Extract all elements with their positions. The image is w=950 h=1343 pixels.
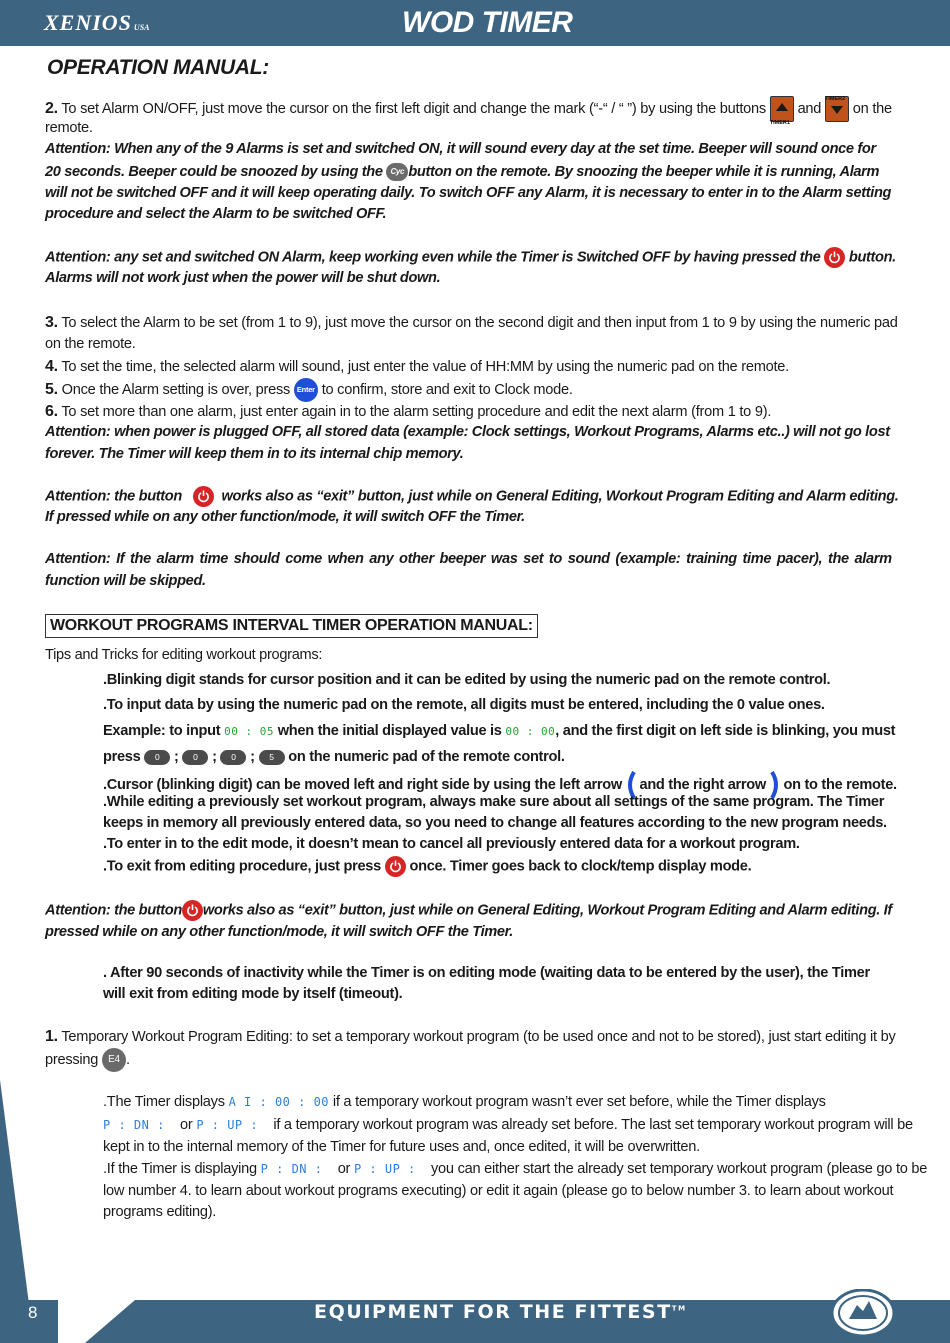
attention-4-line2: If pressed while on any other function/mode, it will switch OFF the Timer. — [45, 509, 525, 525]
brand-logo: XENIOS USA — [44, 10, 150, 35]
lcd-p-up-display: P : UP : — [196, 1118, 259, 1132]
tip-exit-editing: .To exit from editing procedure, just press once. Timer goes back to clock/temp display mode. — [103, 856, 751, 878]
tip-edit-mode: .To enter in to the edit mode, it doesn’t mean to cancel all previously entered data for a workout program. — [103, 836, 800, 852]
step-6: 6. To set more than one alarm, just enter again in to the alarm setting procedure and edit the next alarm (from 1 to 9). — [45, 403, 772, 420]
timeout-line1: . After 90 seconds of inactivity while the Timer is on editing mode (waiting data to be entered by the user), the Timer — [103, 965, 870, 981]
display-line5: low number 4. to learn about workout programs executing) or edit it again (please go to below number 3. to learn about workout — [103, 1183, 894, 1199]
tip-blinking-digit: .Blinking digit stands for cursor position and it can be edited by using the numeric pad on the remote control. — [103, 672, 831, 688]
section-title: OPERATION MANUAL: — [47, 56, 269, 79]
power-button-icon — [824, 247, 845, 268]
display-line4: .If the Timer is displaying P : DN : or P : UP : you can either start the already set temporary workout program (please go to be — [103, 1161, 928, 1177]
tips-title: Tips and Tricks for editing workout programs: — [45, 647, 323, 663]
timer2-down-arrow-icon: TIMER2 — [825, 96, 849, 122]
display-line2: P : DN : or P : UP : if a temporary workout program was already set before. The last set temporary workout program will be — [103, 1117, 913, 1133]
tip-editing-line1: .While editing a previously set workout program, always make sure about all settings of the same program. The Timer — [103, 794, 885, 810]
lcd-p-dn-display: P : DN : — [103, 1118, 165, 1132]
attention-1-line1: Attention: When any of the 9 Alarms is set and switched ON, it will sound every day at the set time. Beeper will sound once for — [45, 141, 876, 157]
numeric-key-5-icon: 5 — [259, 750, 285, 765]
display-line6: programs editing). — [103, 1204, 217, 1220]
page-header — [0, 0, 950, 46]
numeric-key-0-icon: 0 — [220, 750, 246, 765]
timeout-line2: will exit from editing mode by itself (timeout). — [103, 986, 403, 1002]
step-4: 4. To set the time, the selected alarm will sound, just enter the value of HH:MM by using the numeric pad on the remote. — [45, 358, 789, 375]
power-button-icon — [182, 900, 203, 921]
cyc-button-icon: Cyc — [386, 163, 408, 181]
attention-1-line4: procedure and select the Alarm to be switched OFF. — [45, 206, 387, 222]
step-3-line2: on the remote. — [45, 336, 136, 352]
attention-2-line1: Attention: any set and switched ON Alarm, keep working even while the Timer is Switched OFF by having pressed the button. — [45, 247, 896, 269]
attention-5-line1: Attention: If the alarm time should come when any other beeper was set to sound (example: training time pacer), the alarm — [45, 551, 892, 567]
attention-3-line1: Attention: when power is plugged OFF, all stored data (example: Clock settings, Workout Programs, Alarms etc..) will not go lost — [45, 424, 890, 440]
attention-1-line2: 20 seconds. Beeper could be snoozed by using the Cyc button on the remote. By snoozing the beeper while it is running, Alarm — [45, 164, 880, 180]
display-line3: kept in to the internal memory of the Timer for future uses and, once edited, it will be overwritten. — [103, 1139, 700, 1155]
numeric-key-0-icon: 0 — [144, 750, 170, 765]
tip-input-data: .To input data by using the numeric pad on the remote, all digits must be entered, including the 0 value ones. — [103, 697, 825, 713]
numeric-key-0-icon: 0 — [182, 750, 208, 765]
tip-press-keys: press 0 ; 0 ; 0 ; 5 on the numeric pad of the remote control. — [103, 749, 565, 765]
temp-program-line2: pressing E4 . — [45, 1048, 130, 1072]
enter-button-icon: Enter — [294, 378, 318, 402]
power-button-icon — [385, 856, 406, 877]
e4-button-icon: E4 — [102, 1048, 126, 1072]
attention-5-line2: function will be skipped. — [45, 573, 206, 589]
page-number: 8 — [28, 1303, 38, 1322]
attention-2-line2: Alarms will not work just when the power will be shut down. — [45, 270, 441, 286]
tip-example: Example: to input 00 : 05 when the initial displayed value is 00 : 00, and the first digit on left side is blinking, you must — [103, 723, 896, 739]
step-5: 5. Once the Alarm setting is over, press Enter to confirm, store and exit to Clock mode. — [45, 378, 573, 402]
step-2-line1: 2. To set Alarm ON/OFF, just move the cursor on the first left digit and change the mark (“-“ / “ ”) by using the buttons TIMER1 and TIMER2 on the — [45, 96, 892, 126]
attention-4-line1: Attention: the button works also as “exit” button, just while on General Editing, Workout Program Editing and Alarm editing. — [45, 486, 899, 508]
step-2-line2: remote. — [45, 120, 93, 136]
workout-section-heading: WORKOUT PROGRAMS INTERVAL TIMER OPERATION MANUAL: — [45, 614, 538, 638]
footer-tagline: EQUIPMENT FOR THE FITTEST™ — [314, 1301, 687, 1323]
attention-1-line3: will not be switched OFF and it will keep operating daily. To switch OFF any Alarm, it is necessary to enter in to the Alarm setting — [45, 185, 892, 201]
lcd-value-initial: 00 : 00 — [505, 725, 556, 738]
lcd-a1-display: A I : 00 : 00 — [228, 1095, 330, 1109]
temp-program-line1: 1. Temporary Workout Program Editing: to set a temporary workout program (to be used once and not to be stored), just start editing it by — [45, 1028, 896, 1045]
timer1-up-arrow-icon: TIMER1 — [770, 96, 794, 122]
tip-cursor-arrows: .Cursor (blinking digit) can be moved left and right side by using the left arrow and the right arrow on to the remote. — [103, 771, 897, 799]
display-line1: .The Timer displays A I : 00 : 00 if a temporary workout program wasn’t ever set before, while the Timer displays — [103, 1094, 826, 1110]
lcd-value-target: 00 : 05 — [224, 725, 274, 738]
power-button-icon — [193, 486, 214, 507]
lcd-p-up-display: P : UP : — [353, 1162, 416, 1176]
attention-6-line1: Attention: the button works also as “exit” button, just while on General Editing, Workout Program Editing and Alarm editing. If — [45, 900, 892, 922]
lcd-p-dn-display: P : DN : — [260, 1162, 323, 1176]
document-title: WOD TIMER — [402, 6, 573, 39]
attention-6-line2: pressed while on any other function/mode, it will switch OFF the Timer. — [45, 924, 513, 940]
step-3-line1: 3. To select the Alarm to be set (from 1 to 9), just move the cursor on the second digit and then input from 1 to 9 by using the numeric pad — [45, 314, 898, 331]
xenios-emblem-icon — [831, 1289, 895, 1337]
attention-3-line2: forever. The Timer will keep them in to its internal chip memory. — [45, 446, 464, 462]
tip-editing-line2: keeps in memory all previously entered data, so you need to change all features according to the new program needs. — [103, 815, 887, 831]
